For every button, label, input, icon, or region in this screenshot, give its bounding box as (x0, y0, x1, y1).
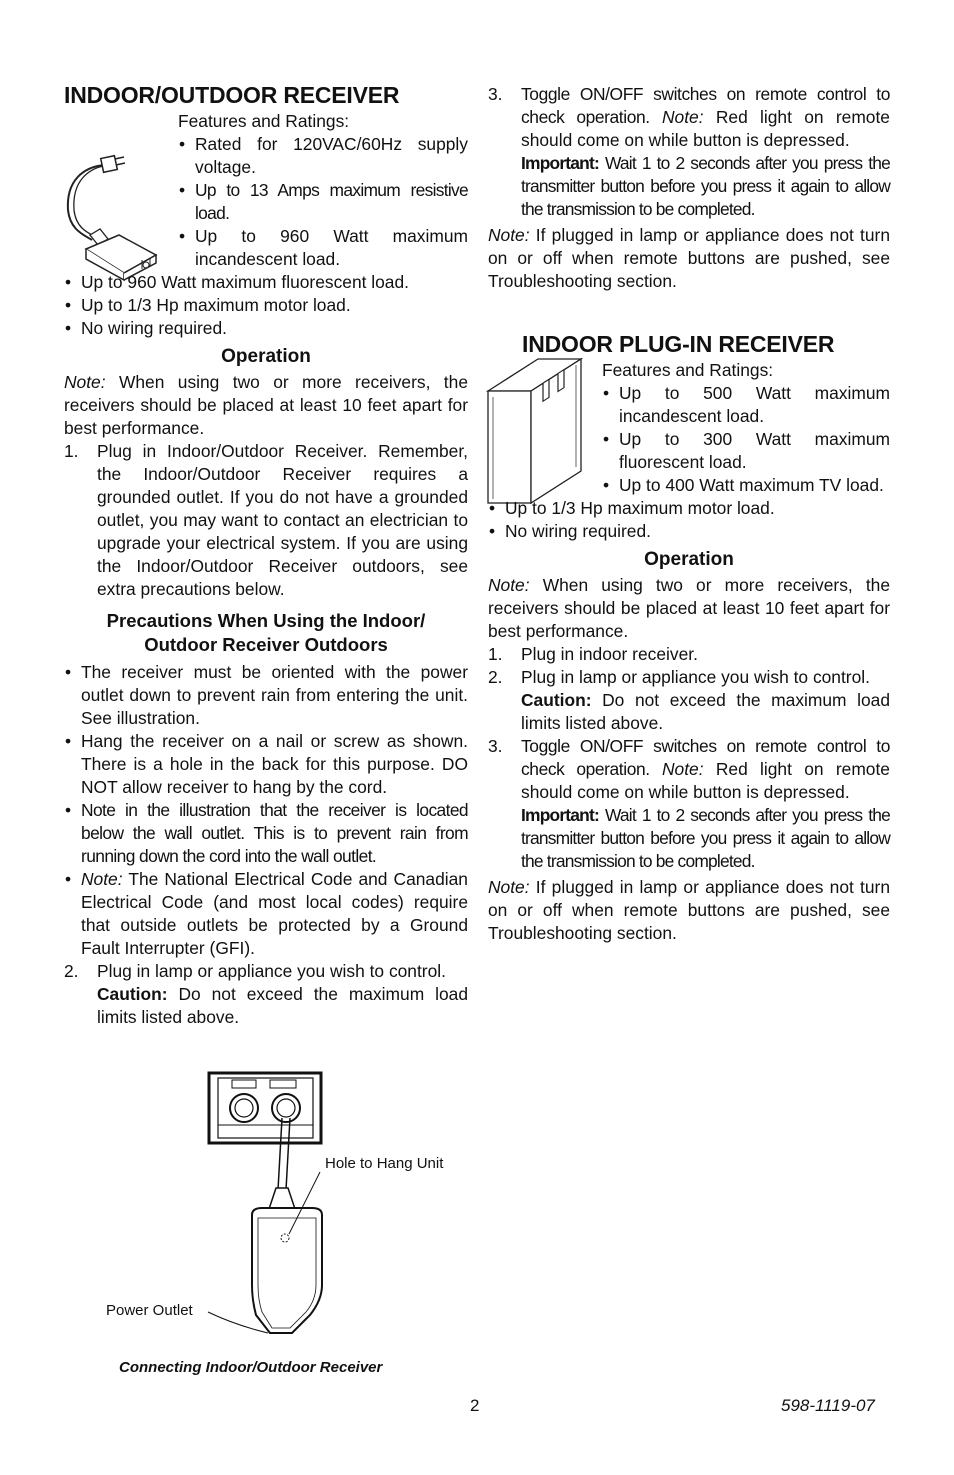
note-label: Note: (661, 759, 704, 779)
step-3 (488, 735, 890, 804)
note-label: Note: (488, 877, 530, 897)
list-item: • No wiring required. (488, 520, 890, 543)
plugin-receiver-icon (488, 359, 588, 509)
list-item: • Up to 500 Watt maximum incandescent load. (602, 382, 890, 428)
step-2 (488, 666, 890, 689)
step-text: Plug in lamp or appliance you wish to control. (521, 667, 870, 687)
note-text: When using two or more receivers, the receivers should be placed at least 10 feet apart for best performance. (64, 372, 468, 438)
caution-label: Caution: (521, 690, 592, 710)
note-label: Note: (488, 575, 530, 595)
important-text: Wait 1 to 2 seconds after you press the transmitter button before you press it again to allow the transmission to be completed. (521, 805, 890, 871)
power-outlet-label: Power Outlet (106, 1302, 193, 1319)
list-item: • Up to 400 Watt maximum TV load. (602, 474, 890, 497)
note-text: If plugged in lamp or appliance does not turn on or off when remote buttons are pushed, see Troubleshooting section. (488, 877, 890, 943)
step-number: 3. (488, 736, 503, 756)
step-text-a: Toggle ON/OFF switches on remote control to check operation. (521, 84, 890, 127)
note-label: Note: (661, 107, 704, 127)
list-item: • Up to 13 Amps maximum resistive load. (178, 179, 468, 225)
step-text-b: Red light on remote should come on while button is depressed. (521, 759, 890, 802)
document-number: 598-1119-07 (781, 1396, 875, 1415)
precautions-heading-line1: Precautions When Using the Indoor/ (106, 610, 426, 631)
precaution-item: • Note in the illustration that the receiver is located below the wall outlet. This is to prevent rain from running down the cord into the wall outlet. (64, 799, 468, 868)
caution-label: Caution: (97, 984, 168, 1004)
note-label: Note: (64, 372, 106, 392)
list-item: • Up to 1/3 Hp maximum motor load. (488, 497, 890, 520)
step-3 (488, 83, 890, 152)
step-text-b: Red light on remote should come on while button is depressed. (521, 107, 890, 150)
troubleshoot-note (488, 876, 890, 945)
precautions-heading-line2: Outdoor Receiver Outdoors (144, 634, 388, 655)
operation-note (488, 574, 890, 643)
step-text: Plug in lamp or appliance you wish to control. (97, 961, 446, 981)
operation-heading: Operation (644, 549, 734, 570)
step-number: 2. (488, 667, 503, 687)
note-text: If plugged in lamp or appliance does not turn on or off when remote buttons are pushed, see Troubleshooting section. (488, 225, 890, 291)
list-item: • Up to 300 Watt maximum fluorescent load. (602, 428, 890, 474)
note-label: Note: (488, 225, 530, 245)
list-item: • Up to 960 Watt maximum incandescent load. (178, 225, 468, 271)
note-label: Note: (81, 869, 123, 889)
caution-text: Do not exceed the maximum load limits listed above. (521, 690, 890, 733)
step-number: 1. (64, 441, 79, 461)
troubleshoot-note (488, 224, 890, 293)
list-item: • Up to 1/3 Hp maximum motor load. (64, 294, 468, 317)
step-number: 3. (488, 84, 503, 104)
features-title: Features and Ratings: (178, 111, 350, 131)
important-label: Important: (521, 805, 599, 825)
precaution-item: • The receiver must be oriented with the power outlet down to prevent rain from entering the unit. See illustration. (64, 661, 468, 730)
step-text-a: Toggle ON/OFF switches on remote control to check operation. (521, 736, 890, 779)
step-text: Plug in Indoor/Outdoor Receiver. Remember, the Indoor/Outdoor Receiver requires a grounded outlet. If you do not have a grounded outlet, you may want to contact an electrician to upgrade your electrical system. If you are using the Indoor/Outdoor Receiver outdoors, see extra precautions below. (97, 441, 468, 599)
plugin-features (488, 359, 890, 497)
list-item: • No wiring required. (64, 317, 468, 340)
right-column (488, 83, 890, 945)
caution (488, 689, 890, 735)
operation-heading: Operation (221, 346, 311, 367)
step-1 (488, 643, 890, 666)
list-item: • Up to 960 Watt maximum fluorescent load. (64, 271, 468, 294)
plugin-heading: INDOOR PLUG-IN RECEIVER (522, 331, 835, 357)
step-number: 2. (64, 961, 79, 981)
page-number: 2 (470, 1396, 480, 1415)
caution-text: Do not exceed the maximum load limits listed above. (97, 984, 468, 1027)
hole-label: Hole to Hang Unit (325, 1155, 444, 1172)
important-text: Wait 1 to 2 seconds after you press the transmitter button before you press it again to allow the transmission to be completed. (521, 153, 890, 219)
step-text: Plug in indoor receiver. (521, 644, 698, 664)
step-number: 1. (488, 644, 503, 664)
precaution-note-text: The National Electrical Code and Canadian Electrical Code (and most local codes) require that outside outlets be protected by a Ground Fault Interrupter (GFI). (81, 869, 468, 958)
precaution-item: • Hang the receiver on a nail or screw as shown. There is a hole in the back for this purpose. DO NOT allow receiver to hang by the cord. (64, 730, 468, 799)
features-title: Features and Ratings: (602, 360, 774, 380)
indoor-outdoor-heading: INDOOR/OUTDOOR RECEIVER (64, 82, 400, 108)
important (488, 152, 890, 221)
important (488, 804, 890, 873)
important-label: Important: (521, 153, 599, 173)
note-text: When using two or more receivers, the receivers should be placed at least 10 feet apart for best performance. (488, 575, 890, 641)
figure-caption: Connecting Indoor/Outdoor Receiver (119, 1359, 383, 1376)
list-item: • Rated for 120VAC/60Hz supply voltage. (178, 133, 468, 179)
